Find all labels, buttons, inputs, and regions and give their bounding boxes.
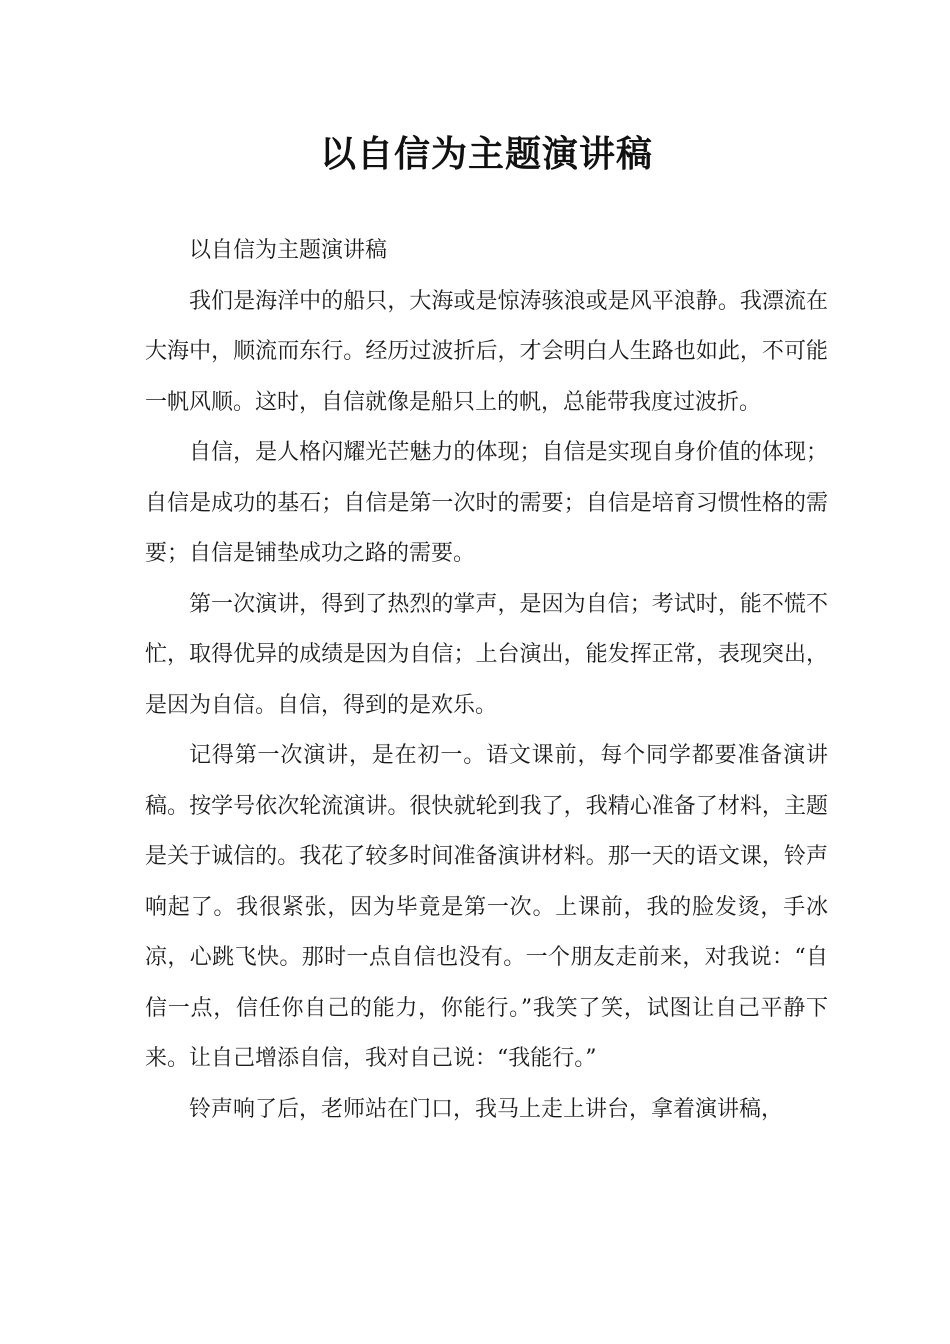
document-title: 以自信为主题演讲稿 (319, 134, 653, 175)
paragraph: 记得第一次演讲，是在初一。语文课前，每个同学都要准备演讲稿。按学号依次轮流演讲。很快就轮到我了，我精心准备了材料，主题是关于诚信的。我花了较多时间准备演讲材料。那一天的语文课，铃声响起了。我很紧张，因为毕竟是第一次。上课前，我的脸发烫，手冰凉，心跳飞快。那时一点自信也没有。一个朋友走前来，对我说：“自信一点，信任你自己的能力，你能行。”我笑了笑，试图让自己平静下来。让自己增添自信，我对自己说：“我能行。” (145, 743, 828, 1071)
paragraph-subtitle: 以自信为主题演讲稿 (189, 238, 388, 263)
document-body (145, 226, 828, 1135)
paragraph: 自信，是人格闪耀光芒魅力的体现；自信是实现自身价值的体现；自信是成功的基石；自信是第一次时的需要；自信是培育习惯性格的需要；自信是铺垫成功之路的需要。 (145, 440, 828, 566)
paragraph: 第一次演讲，得到了热烈的掌声，是因为自信；考试时，能不慌不忙，取得优异的成绩是因为自信；上台演出，能发挥正常，表现突出，是因为自信。自信，得到的是欢乐。 (145, 591, 828, 718)
paragraph: 我们是海洋中的船只，大海或是惊涛骇浪或是风平浪静。我漂流在大海中，顺流而东行。经历过波折后，才会明白人生路也如此，不可能一帆风顺。这时，自信就像是船只上的帆，总能带我度过波折。 (145, 288, 828, 415)
paragraph: 铃声响了后，老师站在门口，我马上走上讲台，拿着演讲稿， (189, 1096, 784, 1122)
